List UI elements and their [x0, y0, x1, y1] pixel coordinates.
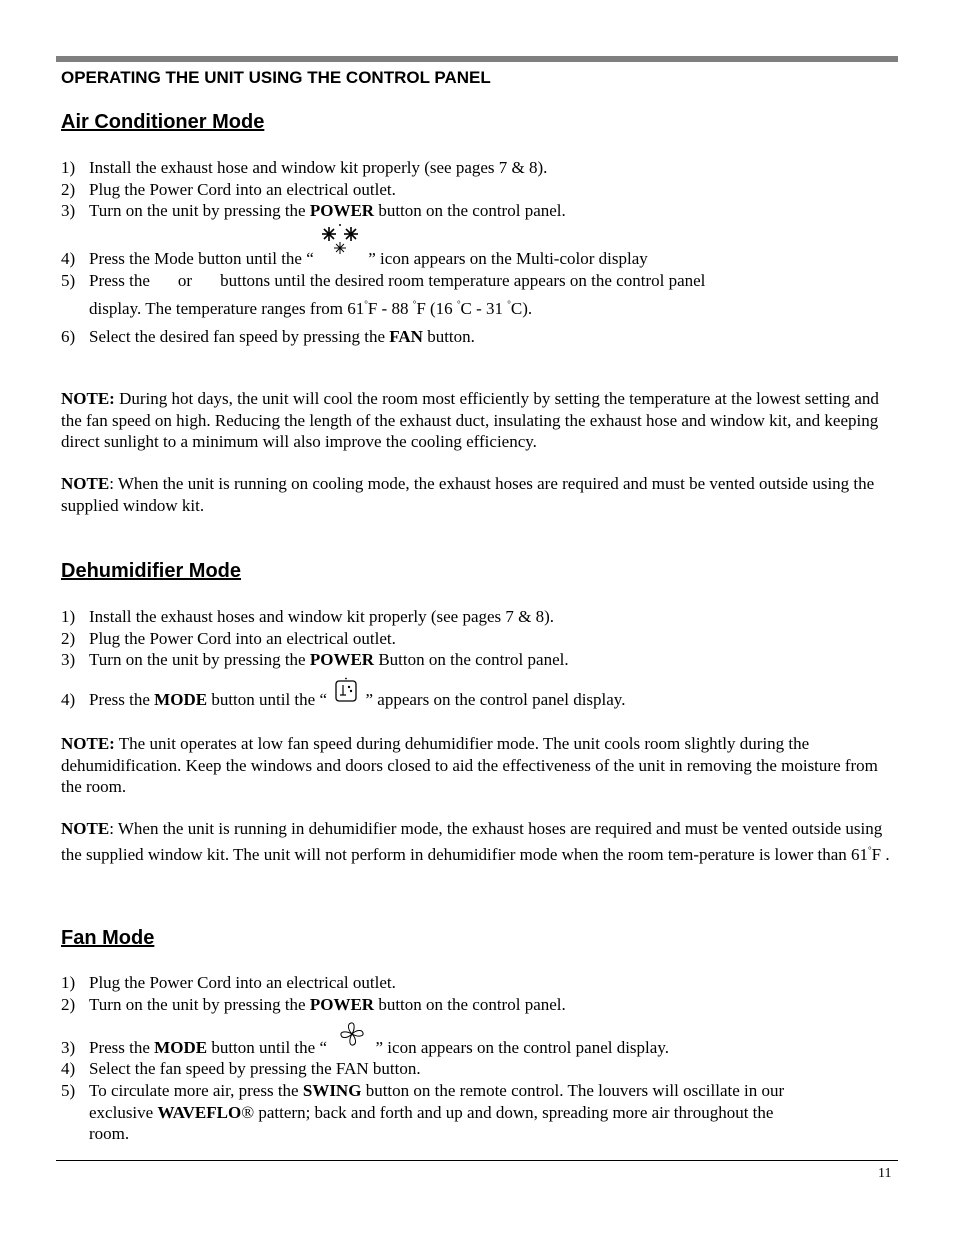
page-number: 11	[878, 1166, 892, 1181]
bottom-rule	[56, 1160, 898, 1161]
fan-step-5-continued-2: room.	[89, 1124, 130, 1143]
dh-note-1: NOTE: The unit operates at low fan speed during dehumidifier mode. The unit cools room slightly during the dehumidification. Keep the windows and doors closed to aid the effectiveness of the unit in removing the moisture from the room.	[61, 734, 878, 796]
fan-step-4: 4) Select the fan speed by pressing the FAN button.	[61, 1059, 421, 1078]
dh-note-2: NOTE: When the unit is running in dehumidifier mode, the exhaust hoses are required and must be vented outside using the supplied window kit. The unit will not perform in dehumidifier mode when the room tem-perature is lower than 61°F .	[61, 819, 890, 864]
heading-dehumidifier-mode: Dehumidifier Mode	[61, 560, 242, 582]
ac-step-5-continued: display. The temperature ranges from 61°F - 88 °F (16 °C - 31 °C).	[89, 299, 533, 318]
heading-air-conditioner-mode: Air Conditioner Mode	[61, 111, 265, 133]
top-rule	[56, 56, 898, 62]
ac-step-2: 2) Plug the Power Cord into an electrical outlet.	[61, 180, 396, 199]
section-title: OPERATING THE UNIT USING THE CONTROL PANEL	[61, 68, 491, 87]
dh-step-2: 2) Plug the Power Cord into an electrical outlet.	[61, 629, 396, 648]
fan-icon	[331, 1037, 371, 1058]
dehumidifier-icon	[331, 689, 361, 710]
fan-step-3: 3) Press the MODE button until the “ ” icon appears on the control panel display.	[61, 1037, 669, 1058]
dh-step-3: 3) Turn on the unit by pressing the POWER Button on the control panel.	[61, 650, 569, 669]
ac-step-3: 3) Turn on the unit by pressing the POWER button on the control panel.	[61, 201, 566, 220]
dh-step-1: 1) Install the exhaust hoses and window kit properly (see pages 7 & 8).	[61, 607, 555, 626]
ac-step-6: 6) Select the desired fan speed by pressing the FAN button.	[61, 327, 475, 346]
ac-step-4: 4) Press the Mode button until the “ ” icon appears on the Multi-color display	[61, 248, 648, 269]
ac-step-1: 1) Install the exhaust hose and window kit properly (see pages 7 & 8).	[61, 158, 548, 177]
heading-fan-mode: Fan Mode	[61, 927, 155, 949]
dh-step-4: 4) Press the MODE button until the “ ” appears on the control panel display.	[61, 689, 625, 710]
ac-note-1: NOTE: During hot days, the unit will cool the room most efficiently by setting the temperature at the lowest setting and the fan speed on high. Reducing the length of the exhaust duct, insulating the exhaust hose and window kit, and keeping direct sunlight to a minimum will also improve the cooling efficiency.	[61, 389, 879, 451]
fan-step-1: 1) Plug the Power Cord into an electrical outlet.	[61, 973, 396, 992]
ac-note-2: NOTE: When the unit is running on cooling mode, the exhaust hoses are required and must be vented outside using the supplied window kit.	[61, 474, 875, 515]
snowflake-icon	[318, 248, 364, 269]
fan-step-5: 5) To circulate more air, press the SWING button on the remote control. The louvers will oscillate in our	[61, 1081, 785, 1100]
fan-step-5-continued: exclusive WAVEFLO® pattern; back and forth and up and down, spreading more air throughout the	[89, 1103, 774, 1122]
ac-step-5: 5) Press the or buttons until the desired room temperature appears on the control panel	[61, 271, 706, 290]
fan-step-2: 2) Turn on the unit by pressing the POWER button on the control panel.	[61, 995, 566, 1014]
